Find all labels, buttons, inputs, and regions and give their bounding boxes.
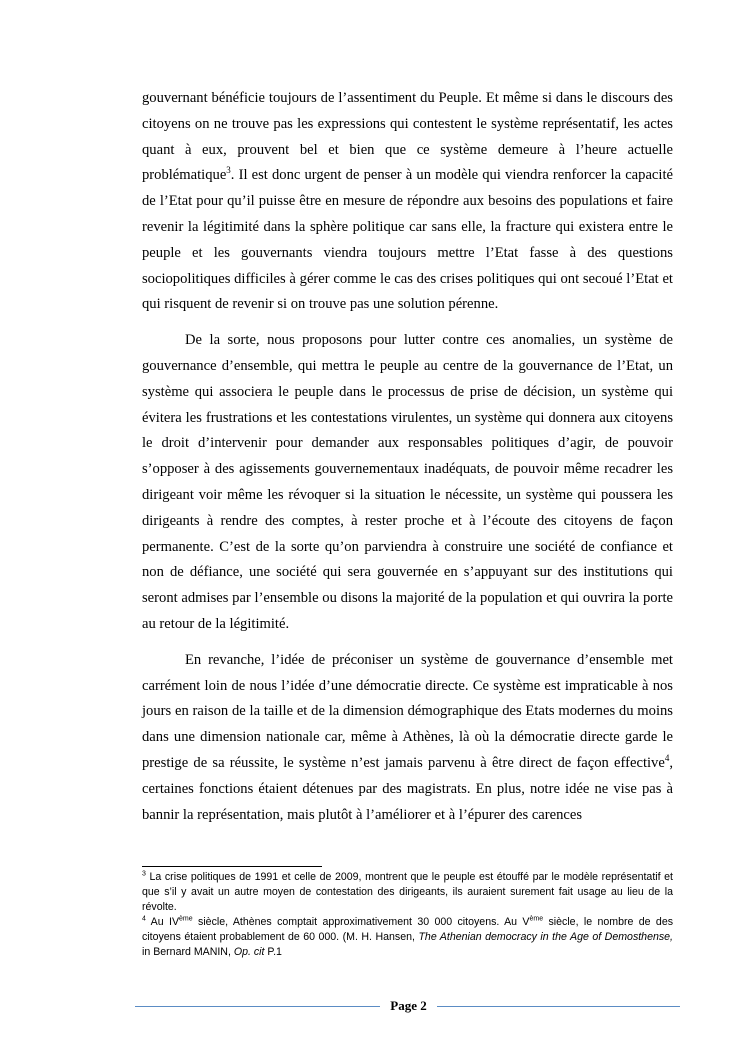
page-number: Page 2	[390, 998, 427, 1013]
footnote-4-number: 4	[142, 915, 146, 923]
footnote-separator	[142, 866, 322, 867]
footnote-ref-3[interactable]: 3	[226, 165, 231, 176]
footnote-4-part-a: Au IV	[145, 916, 180, 928]
footnote-4-op-cit: Op. cit	[233, 946, 265, 958]
footnote-3-number: 3	[142, 870, 146, 878]
paragraph-1-rest: . Il est donc urgent de penser à un modèle qui viendra renforcer la capacité de l’Etat pour qu’il puisse être en mesure de répondre aux besoins des populations et faire revenir la légitimité dans la sphère politique car sans elle, la fracture qui existera entre le peuple et les gouvernants viendra toujours mettre l’Etat fasse à des questions sociopolitiques difficiles à gérer comme le cas des crises politiques qui ont secoué l’Etat et qui risquent de revenir si on trouve pas une solution pérenne.	[142, 167, 673, 313]
footnote-4-sup-2: ème	[529, 915, 544, 923]
footnote-3-text: La crise politiques de 1991 et celle de 2009, montrent que le peuple est étouffé par le modèle représentatif et que s’il y avait un autre moyen de contestation des dirigeants, ils auraient surement fait usage au lieu de la révolte.	[142, 871, 673, 913]
footnote-4-part-c: siècle, le nombre de des citoyens étaient probablement de 60 000. (M. H. Hansen,	[142, 916, 674, 943]
footnote-4-book-title: The Athenian democracy in the Age of Demosthense,	[418, 931, 673, 943]
paragraph-1-text: gouvernant bénéficie toujours de l’assentiment du Peuple. Et même si dans le discours des citoyens on ne trouve pas les expressions qui contestent le système représentatif, les actes quant à eux, prouvent bel et bien que ce système demeure à l’heure actuelle problématique	[142, 90, 673, 184]
paragraph-2: De la sorte, nous proposons pour lutter contre ces anomalies, un système de gouvernance d’ensemble, qui mettra le peuple au centre de la gouvernance de l’Etat, un système qui associera le peuple dans le processus de prise de décision, un système qui évitera les frustrations et les contestations virulentes, un système qui donnera aux citoyens le droit d’intervenir pour demander aux responsables politiques d’agir, de pouvoir s’opposer à des agissements gouvernementaux inadéquats, de pouvoir même recadrer les dirigeant voir même les révoquer si la situation le nécessite, un système qui poussera les dirigeants à rendre des comptes, à rester proche et à l’écoute des citoyens de façon permanente. C’est de la sorte qu’on parviendra à construire une société de confiance et non de défiance, une société qui sera gouvernée en s’appuyant sur des institutions qui seront admises par l’ensemble ou disons la majorité de la population et qui ouvrira la porte au retour de la légitimité.	[142, 332, 673, 632]
footer-rule-left	[135, 1006, 380, 1007]
footnote-4-part-b: siècle, Athènes comptait approximativement 30 000 citoyens. Au V	[192, 916, 530, 928]
paragraph-1	[142, 86, 673, 318]
footnote-4	[142, 915, 673, 960]
footnote-3	[142, 870, 673, 915]
paragraph-3	[142, 648, 673, 829]
footnote-4-part-d: in Bernard MANIN,	[142, 946, 234, 958]
paragraph-3-rest: , certaines fonctions étaient détenues par des magistrats. En plus, notre idée ne vise pas à bannir la représentation, mais plutôt à l’améliorer et à l’épurer des carences	[142, 754, 673, 823]
footnotes	[142, 870, 673, 960]
footnote-ref-4[interactable]: 4	[664, 753, 670, 764]
footer-rule-right	[437, 1006, 680, 1007]
footnote-4-sup-1: ème	[179, 915, 193, 923]
body-text	[142, 86, 673, 838]
footnote-4-part-e: P.1	[264, 946, 282, 958]
paragraph-3-text: En revanche, l’idée de préconiser un système de gouvernance d’ensemble met carrément loin de nous l’idée d’une démocratie directe. Ce système est impraticable à nos jours en raison de la taille et de la dimension démographique des Etats modernes du moins dans une dimension nationale car, même à Athènes, là où la démocratie directe garde le prestige de sa réussite, le système n’est jamais parvenu à être direct de façon effective	[142, 651, 673, 771]
